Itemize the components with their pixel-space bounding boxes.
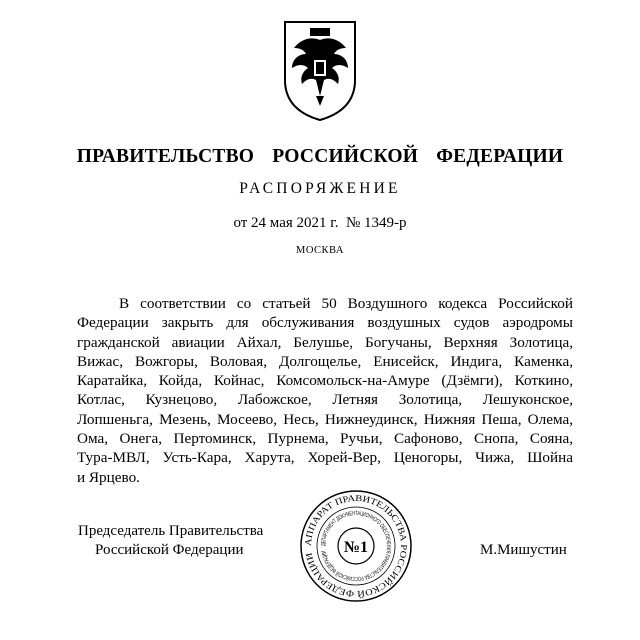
body-line: Лопшеньга, Мезень, Мосеево, Несь, Нижнеудинск, Нижняя Пеша, Олема, [77, 410, 573, 428]
body-line: Каратайка, Койда, Койнас, Комсомольск-на-Амуре (Дзёмги), Коткино, [77, 372, 573, 390]
date-and-number: от 24 мая 2021 г. № 1349-р [233, 215, 407, 231]
seal-inner-text: ДЕПАРТАМЕНТ ДОКУМЕНТАЦИОННОГО ОБЕСПЕЧЕНИЯ ПРАВИТЕЛЬСТВА РОССИЙСКОЙ ФЕДЕРАЦИИ [320, 510, 392, 582]
body-line: Федерации закрыть для обслуживания воздушных судов аэродромы [77, 314, 573, 332]
body-line: гражданской авиации Айхал, Белушье, Богучаны, Верхняя Золотица, [77, 333, 573, 351]
signatory-name: М.Мишустин [480, 542, 567, 558]
issuer-title: ПРАВИТЕЛЬСТВО РОССИЙСКОЙ ФЕДЕРАЦИИ [76, 146, 564, 167]
body-line: Вижас, Вожгоры, Воловая, Долгощелье, Енисейск, Индига, Каменка, [77, 352, 573, 370]
body-line: Тура-МВЛ, Усть-Кара, Харута, Хорей-Вер, Ценогоры, Чижа, Шойна [77, 449, 573, 467]
body-line: Ома, Онега, Пертоминск, Пурнема, Ручьи, Сафоново, Снопа, Сояна, [77, 430, 573, 448]
seal-outer-text: АППАРАТ ПРАВИТЕЛЬСТВА РОССИЙСКОЙ ФЕДЕРАЦИИ [302, 492, 410, 600]
body-line: и Ярцево. [77, 468, 140, 486]
signatory-position-line2: Российской Федерации [95, 542, 244, 558]
body-line: В соответствии со статьей 50 Воздушного кодекса Российской [119, 295, 573, 312]
signatory-position-line1: Председатель Правительства [78, 523, 264, 539]
body-line: Котлас, Кузнецово, Лабожское, Летняя Золотица, Лешуконское, [77, 391, 573, 409]
coat-of-arms-emblem [280, 18, 360, 123]
seal-center-number: №1 [343, 539, 369, 556]
official-seal-stamp [300, 490, 412, 602]
document-type: РАСПОРЯЖЕНИЕ [239, 180, 401, 197]
document-body [77, 294, 573, 487]
city: МОСКВА [296, 245, 344, 256]
